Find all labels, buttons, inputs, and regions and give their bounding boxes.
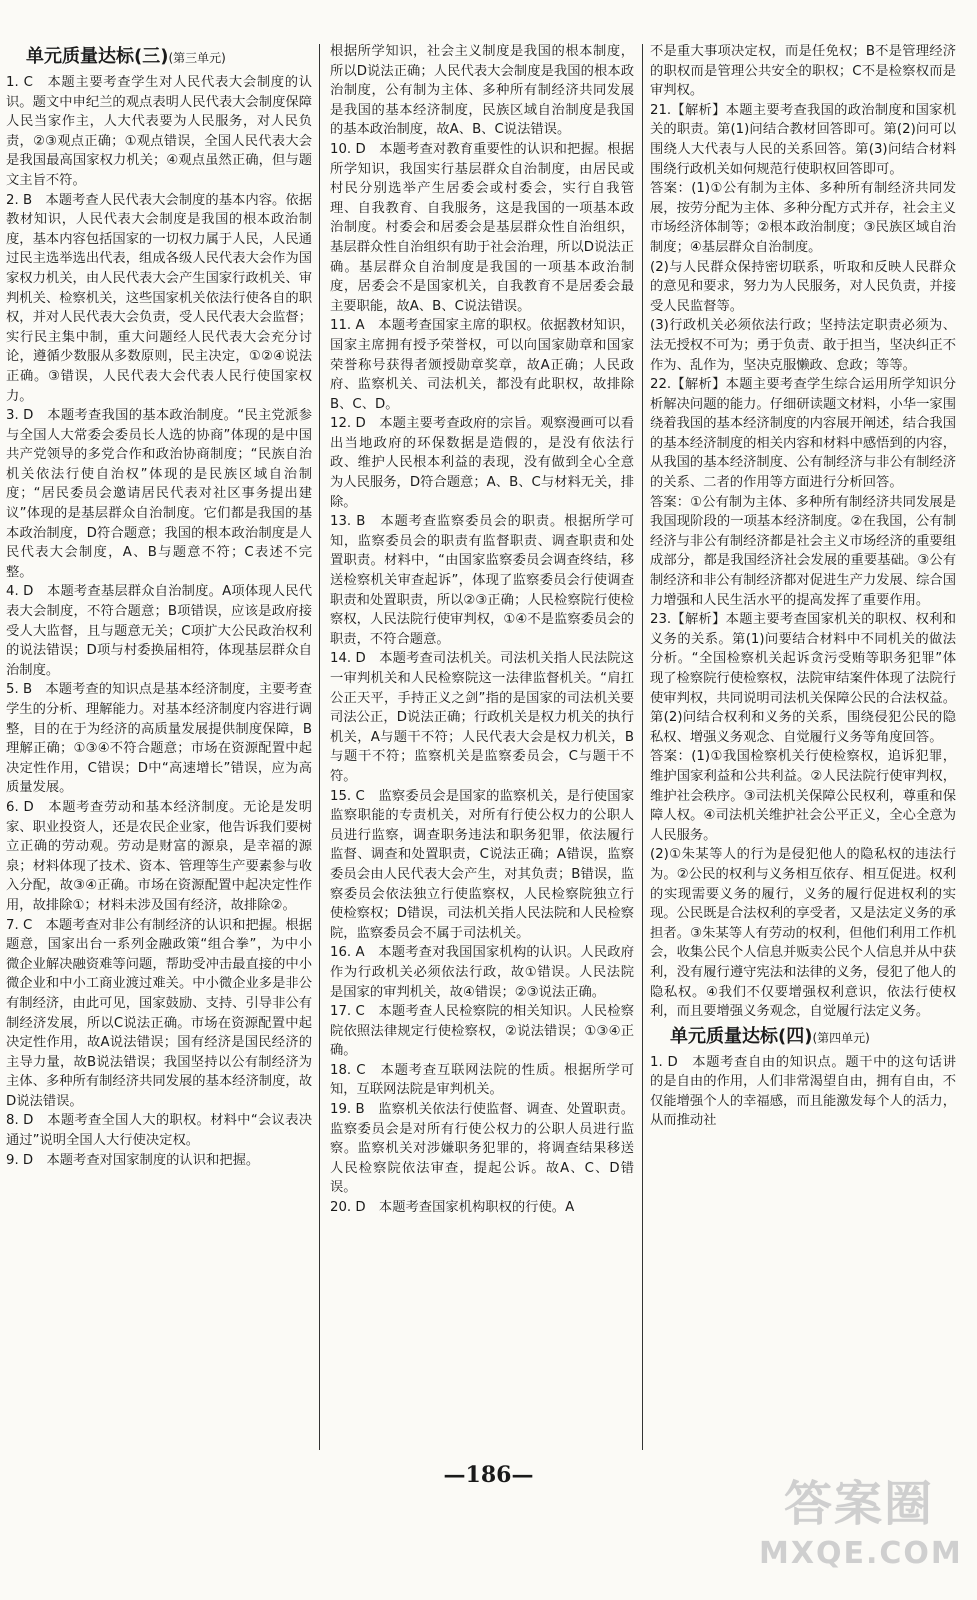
- page-number: —186—: [443, 1462, 534, 1488]
- answer-item: 根据所学知识，社会主义制度是我国的根本制度，所以D说法正确；人民代表大会制度是我国的根本政治制度，公有制为主体、多种所有制经济共同发展是我国的基本经济制度，民族区域自治制度是我国的基本政治制度，故A、B、C说法错误。: [330, 44, 634, 138]
- answer-item: 19. B 监察机关依法行使监督、调查、处置职责。监察委员会是对所有行使公权力的公职人员进行监察。监察机关对涉嫌职务犯罪的，将调查结果移送人民检察院依法审查，提起公诉。故A、C、D错误。: [330, 1102, 634, 1196]
- answer-item: 18. C 本题考查互联网法院的性质。根据所学可知，互联网法院是审判机关。: [330, 1062, 634, 1098]
- answer-item: 14. D 本题考查司法机关。司法机关指人民法院这一审判机关和人民检察院这一法律监督机关。“肩扛公正天平，手持正义之剑”指的是国家的司法机关要司法公正，D说法正确；行政机关是权力机关的执行机关，A与题干不符；人民代表大会是权力机关，B与题干不符；监察机关是监察委员会，C与题干不符。: [330, 651, 634, 784]
- watermark-text: 答案圈: [783, 1476, 934, 1532]
- unit-four-heading: [670, 1024, 956, 1051]
- answer-item: 9. D 本题考查对国家制度的认识和把握。: [6, 1152, 260, 1168]
- unit-three-heading: [26, 44, 312, 71]
- column-divider: [642, 44, 643, 1450]
- watermark-url: MXQE.COM: [759, 1536, 963, 1571]
- answer-item: 1. D 本题考查自由的知识点。题干中的这句话讲的是自由的作用，人们非常渴望自由，拥有自由，不仅能增强个人的幸福感，而且能激发每个人的活力，从而推动社: [650, 1054, 956, 1129]
- unit-subtitle-text: (第四单元): [812, 1030, 870, 1045]
- answer-item: 12. D 本题主要考查政府的宗旨。观察漫画可以看出当地政府的环保数据是造假的，是没有依法行政、维护人民根本利益的表现，没有做到全心全意为人民服务，D符合题意；A、B、C与材料无关，排除。: [330, 416, 634, 510]
- answer-item: 11. A 本题考查国家主席的职权。依据教材知识，国家主席拥有授予荣誉权，可以向国家勋章和国家荣誉称号获得者颁授勋章奖章，故A正确；人民政府、监察机关、司法机关，都没有此职权，故排除B、C、D。: [330, 318, 634, 412]
- answer-item: 5. B 本题考查的知识点是基本经济制度，主要考查学生的分析、理解能力。对基本经济制度内容进行调整，目的在于为经济的高质量发展提供制度保障，B理解正确；①③④不符合题意；市场在资源配置中起决定性作用，C错误；D中“高速增长”错误，应为高质量发展。: [6, 682, 312, 796]
- answer-item: 3. D 本题考查我国的基本政治制度。“民主党派参与全国人大常委会委员长人选的协商”体现的是中国共产党领导的多党合作和政治协商制度；“民族自治机关依法行使自治权”体现的是民族区域自治制度；“居民委员会邀请居民代表对社区事务提出建议”体现的是基层群众自治制度。它们都是我国的基本政治制度，D符合题意；我国的根本政治制度是人民代表大会制度，A、B与题意不符；C表述不完整。: [6, 408, 312, 580]
- answer-item: 不是重大事项决定权，而是任免权；B不是管理经济的职权而是管理公共安全的职权；C不是检察权而是审判权。: [650, 44, 956, 99]
- column-divider: [319, 44, 320, 1450]
- answer-item: 1. C 本题主要考查学生对人民代表大会制度的认识。题文中申纪兰的观点表明人民代表大会制度保障人民当家作主，人大代表要为人民服务，对人民负责，②③观点正确；①观点错误，全国人民代表大会是我国最高国家权力机关；④观点虽然正确，但与题文主旨不符。: [6, 75, 312, 188]
- answer-item: 6. D 本题考查劳动和基本经济制度。无论是发明家、职业投资人，还是农民企业家，他告诉我们要树立正确的劳动观。劳动是财富的源泉，是幸福的源泉；材料体现了技术、资本、管理等生产要素参与收入分配，故③④正确。市场在资源配置中起决定性作用，故排除①；材料未涉及国有经济，故排除②。: [6, 799, 312, 913]
- unit-title-text: 单元质量达标(四): [670, 1025, 813, 1047]
- column-middle: [330, 42, 634, 1452]
- watermark-logo: [759, 1472, 963, 1582]
- answer-item: 23.【解析】本题主要考查国家机关的职权、权利和义务的关系。第(1)问要结合材料中不同机关的做法分析。“全国检察机关起诉贪污受贿等职务犯罪”体现了检察院行使检察权，法院审结案件体现了法院行使审判权，共同说明司法机关保障公民的合法权益。第(2)问结合权利和义务的关系，围绕侵犯公民的隐私权、增强义务观念、自觉履行义务等角度回答。: [650, 612, 956, 745]
- answer-item: 2. B 本题考查人民代表大会制度的基本内容。依据教材知识，人民代表大会制度是我国的根本政治制度，基本内容包括国家的一切权力属于人民，人民通过民主选举选出代表，组成各级人民代表大会作为国家权力机关，由人民代表大会产生国家行政机关、审判机关、检察机关，这些国家机关依法行使各自的职权，并对人民代表大会负责，受人民代表大会监督；实行民主集中制，重大问题经人民代表大会充分讨论，遵循少数服从多数原则，民主决定，①②④说法正确。③错误，人民代表大会代表人民行使国家权力。: [6, 192, 312, 404]
- answer-item: 10. D 本题考查对教育重要性的认识和把握。根据所学知识，我国实行基层群众自治制度，由居民或村民分别选举产生居委会或村委会，实行自我管理、自我教育、自我服务，这是我国的一项基本政治制度。村委会和居委会是基层群众性自治组织，基层群众性自治组织有助于社会治理，所以D说法正确。基层群众自治制度是我国的一项基本政治制度，居委会不是国家机关，自我教育不是居委会最主要职能，故A、B、C说法错误。: [330, 141, 634, 314]
- answer-item: 16. A 本题考查对我国国家机构的认识。人民政府作为行政机关必须依法行政，故①错误。人民法院是国家的审判机关，故④错误；②③说法正确。: [330, 945, 634, 1000]
- answer-item: 4. D 本题考查基层群众自治制度。A项体现人民代表大会制度，不符合题意；B项错误，应该是政府接受人大监督，且与题意无关；C项扩大公民政治权利的说法错误；D项与村委换届相符，体现基层群众自治制度。: [6, 584, 312, 678]
- column-left: [6, 42, 312, 1452]
- answer-item: 17. C 本题考查人民检察院的相关知识。人民检察院依照法律规定行使检察权，②说法错误；①③④正确。: [330, 1004, 634, 1059]
- answer-item: 15. C 监察委员会是国家的监察机关，是行使国家监察职能的专责机关，对所有行使公权力的公职人员进行监察，调查职务违法和职务犯罪，依法履行监督、调查和处置职责，C说法正确；A错误，监察委员会由人民代表大会产生，对其负责；B错误，监察委员会依法独立行使监察权，人民检察院独立行使检察权；D错误，司法机关指人民法院和人民检察院，监察委员会不属于司法机关。: [330, 788, 634, 941]
- answer-item: (2)①朱某等人的行为是侵犯他人的隐私权的违法行为。②公民的权利与义务相互依存、相互促进。权利的实现需要义务的履行，义务的履行促进权利的实现。公民既是合法权利的享受者，又是法定义务的承担者。③朱某等人有劳动的权利，但他们利用工作机会，收集公民个人信息并贩卖公民个人信息并从中获利，没有履行遵守宪法和法律的义务，侵犯了他人的隐私权。④我们不仅要增强权利意识，依法行使权利，而且要增强义务观念，自觉履行法定义务。: [650, 847, 956, 1020]
- answer-item: 22.【解析】本题主要考查学生综合运用所学知识分析解决问题的能力。仔细研读题文材料，小华一家围绕着我国的基本经济制度的内容展开阐述，结合我国的基本经济制度的相关内容和材料中感悟到的内容，从我国的基本经济制度、公有制经济与非公有制经济的关系、二者的作用等方面进行分析回答。: [650, 377, 956, 491]
- answer-item: 答案：(1)①公有制为主体、多种所有制经济共同发展，按劳分配为主体、多种分配方式并存，社会主义市场经济体制等；②根本政治制度；③民族区域自治制度；④基层群众自治制度。: [650, 181, 956, 255]
- answer-item: (3)行政机关必须依法行政；坚持法定职责必须为、法无授权不可为；勇于负责、敢于担当，坚决纠正不作为、乱作为，坚决克服懒政、怠政；等等。: [650, 318, 956, 373]
- answer-item: 8. D 本题考查全国人大的职权。材料中“会议表决通过”说明全国人大行使决定权。: [6, 1113, 312, 1149]
- answer-item: 7. C 本题考查对非公有制经济的认识和把握。根据题意，国家出台一系列金融政策“组合拳”，为中小微企业解决融资难等问题，帮助受冲击最直接的中小微企业和中小工商业渡过难关。中小微企业多是非公有制经济，由此可见，国家鼓励、支持、引导非公有制经济发展，所以C说法正确。市场在资源配置中起决定性作用，故A说法错误；国有经济是国民经济的主导力量，故B说法错误；我国坚持以公有制经济为主体、多种所有制经济共同发展的基本经济制度，故D说法错误。: [6, 917, 312, 1109]
- answer-item: 20. D 本题考查国家机构职权的行使。A: [330, 1200, 575, 1216]
- answer-item: 21.【解析】本题主要考查我国的政治制度和国家机关的职责。第(1)问结合教材回答即可。第(2)问可以围绕人大代表与人民的关系回答。第(3)问结合材料围绕行政机关如何规范行使职权回答即可。: [650, 102, 956, 177]
- column-right: [650, 42, 956, 1452]
- answer-item: 13. B 本题考查监察委员会的职责。根据所学可知，监察委员会的职责有监督职责、调查职责和处置职责。材料中，“由国家监察委员会调查终结，移送检察机关审查起诉”，体现了监察委员会行使调查职责和处置职责，所以②③正确；人民检察院行使检察权，人民法院行使审判权，①④不是监察委员会的职责，不符合题意。: [330, 514, 634, 647]
- answer-item: 答案：①公有制为主体、多种所有制经济共同发展是我国现阶段的一项基本经济制度。②在我国，公有制经济与非公有制经济都是社会主义市场经济的重要组成部分，都是我国经济社会发展的重要基础。③公有制经济和非公有制经济都对促进生产力发展、综合国力增强和人民生活水平的提高发挥了重要作用。: [650, 494, 956, 608]
- answer-item: 答案：(1)①我国检察机关行使检察权，追诉犯罪，维护国家利益和公共利益。②人民法院行使审判权，维护社会秩序。③司法机关保障公民权利，尊重和保障人权。④司法机关维护社会公平正义，全心全意为人民服务。: [650, 749, 956, 843]
- answer-item: (2)与人民群众保持密切联系，听取和反映人民群众的意见和要求，努力为人民服务，对人民负责，并接受人民监督等。: [650, 259, 956, 314]
- unit-title-text: 单元质量达标(三): [26, 46, 169, 67]
- unit-subtitle-text: (第三单元): [168, 51, 226, 65]
